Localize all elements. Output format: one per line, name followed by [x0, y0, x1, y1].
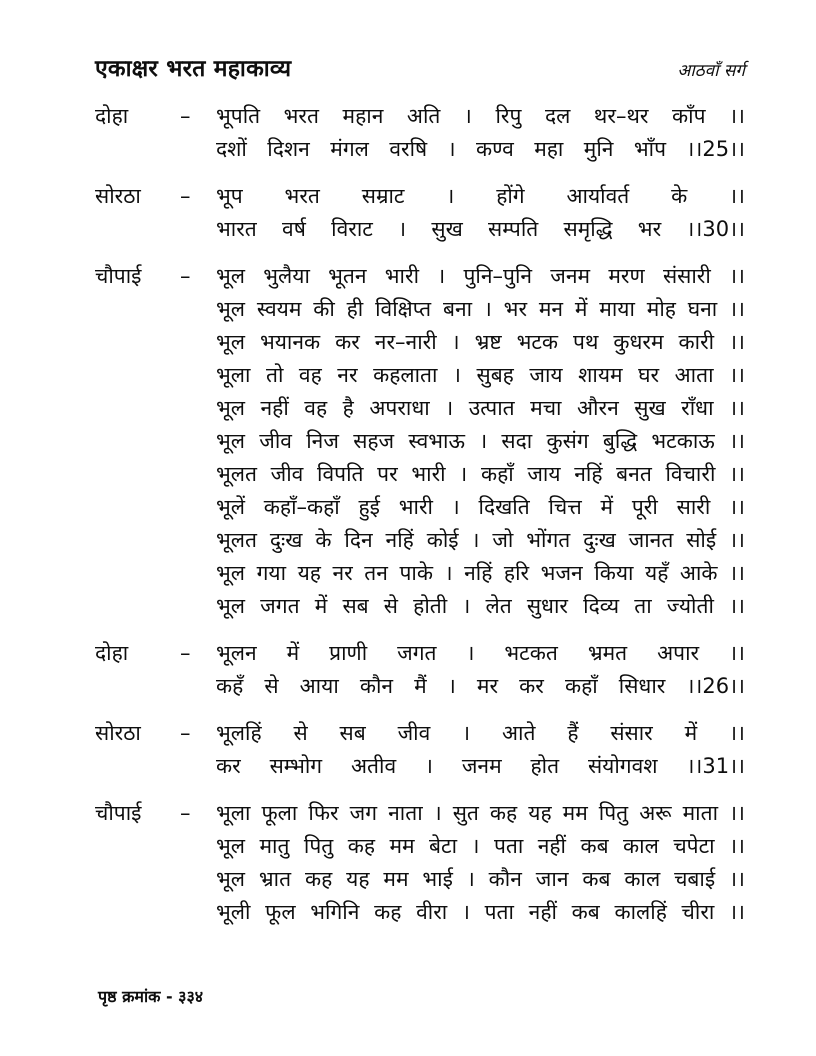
verse-line: कहँ से आया कौन मैं । मर कर कहाँ सिधार ।।26।। — [216, 674, 745, 698]
verse-line: भूल भुलैया भूतन भारी । पुनि–पुनि जनम मरण संसारी ।। — [216, 264, 745, 288]
verse-lines — [216, 260, 745, 623]
verse-line: दशों दिशन मंगल वरषि । कण्व महा मुनि भाँप ।।25।। — [216, 137, 745, 161]
verse-lines — [216, 797, 745, 929]
chapter-title: आठवाँ सर्ग — [677, 61, 745, 81]
verse-section — [95, 797, 745, 929]
verse-type-label: दोहा — [95, 641, 129, 665]
label-dash: – — [180, 641, 191, 665]
verse-lines — [216, 637, 745, 703]
verse-line: भूल भ्रात कह यह मम भाई । कौन जान कब काल चबाई ।। — [216, 867, 745, 891]
verse-line: भूल नहीं वह है अपराधा । उत्पात मचा औरन सुख राँधा ।। — [216, 396, 745, 420]
verse-lines — [216, 717, 745, 783]
verse-line: भूल जीव निज सहज स्वभाऊ । सदा कुसंग बुद्धि भटकाऊ ।। — [216, 429, 745, 453]
verse-type-label: सोरठा — [95, 721, 141, 745]
verse-line: भूल जगत में सब से होती । लेत सुधार दिव्य ता ज्योती ।। — [216, 594, 745, 618]
page-header — [95, 54, 745, 84]
verse-type-label: चौपाई — [95, 264, 142, 288]
verse-section — [95, 180, 745, 246]
verse-section — [95, 637, 745, 703]
book-title: एकाक्षर भरत महाकाव्य — [95, 56, 292, 82]
verse-type-label: दोहा — [95, 104, 129, 128]
verse-line: भूलें कहाँ–कहाँ हुई भारी । दिखति चित्त में पूरी सारी ।। — [216, 495, 745, 519]
verse-line: भूल भयानक कर नर–नारी । भ्रष्ट भटक पथ कुधरम कारी ।। — [216, 330, 745, 354]
verse-line: भूपति भरत महान अति । रिपु दल थर–थर काँप ।। — [216, 104, 745, 128]
verse-line: भारत वर्ष विराट । सुख सम्पति समृद्धि भर ।।30।। — [216, 217, 745, 241]
verse-line: भूलत जीव विपति पर भारी । कहाँ जाय नहिं बनत विचारी ।। — [216, 462, 745, 486]
verse-line: भूलहिं से सब जीव । आते हैं संसार में ।। — [216, 721, 745, 745]
verse-line: भूला तो वह नर कहलाता । सुबह जाय शायम घर आता ।। — [216, 363, 745, 387]
verse-line: भूप भरत सम्राट । होंगे आर्यावर्त के ।। — [216, 184, 745, 208]
verse-type-label: सोरठा — [95, 184, 141, 208]
verse-section — [95, 100, 745, 166]
verse-sections — [95, 100, 745, 929]
label-dash: – — [180, 264, 191, 288]
label-dash: – — [180, 801, 191, 825]
label-dash: – — [180, 184, 191, 208]
verse-section — [95, 717, 745, 783]
verse-lines — [216, 180, 745, 246]
verse-line: कर सम्भोग अतीव । जनम होत संयोगवश ।।31।। — [216, 754, 745, 778]
verse-line: भूला फूला फिर जग नाता । सुत कह यह मम पितु अरू माता ।। — [216, 801, 745, 825]
verse-line: भूलत दुःख के दिन नहिं कोई । जो भोंगत दुःख जानत सोई ।। — [216, 528, 745, 552]
verse-line: भूलन में प्राणी जगत । भटकत भ्रमत अपार ।। — [216, 641, 745, 665]
page-number: पृष्ठ क्रमांक - ३३४ — [98, 987, 204, 1006]
verse-line: भूल मातु पितु कह मम बेटा । पता नहीं कब काल चपेटा ।। — [216, 834, 745, 858]
verse-line: भूली फूल भगिनि कह वीरा । पता नहीं कब कालहिं चीरा ।। — [216, 900, 745, 924]
label-dash: – — [180, 721, 191, 745]
verse-line: भूल स्वयम की ही विक्षिप्त बना । भर मन में माया मोह घना ।। — [216, 297, 745, 321]
verse-lines — [216, 100, 745, 166]
verse-line: भूल गया यह नर तन पाके । नहिं हरि भजन किया यहँ आके ।। — [216, 561, 745, 585]
verse-type-label: चौपाई — [95, 801, 142, 825]
verse-section — [95, 260, 745, 623]
label-dash: – — [180, 104, 191, 128]
